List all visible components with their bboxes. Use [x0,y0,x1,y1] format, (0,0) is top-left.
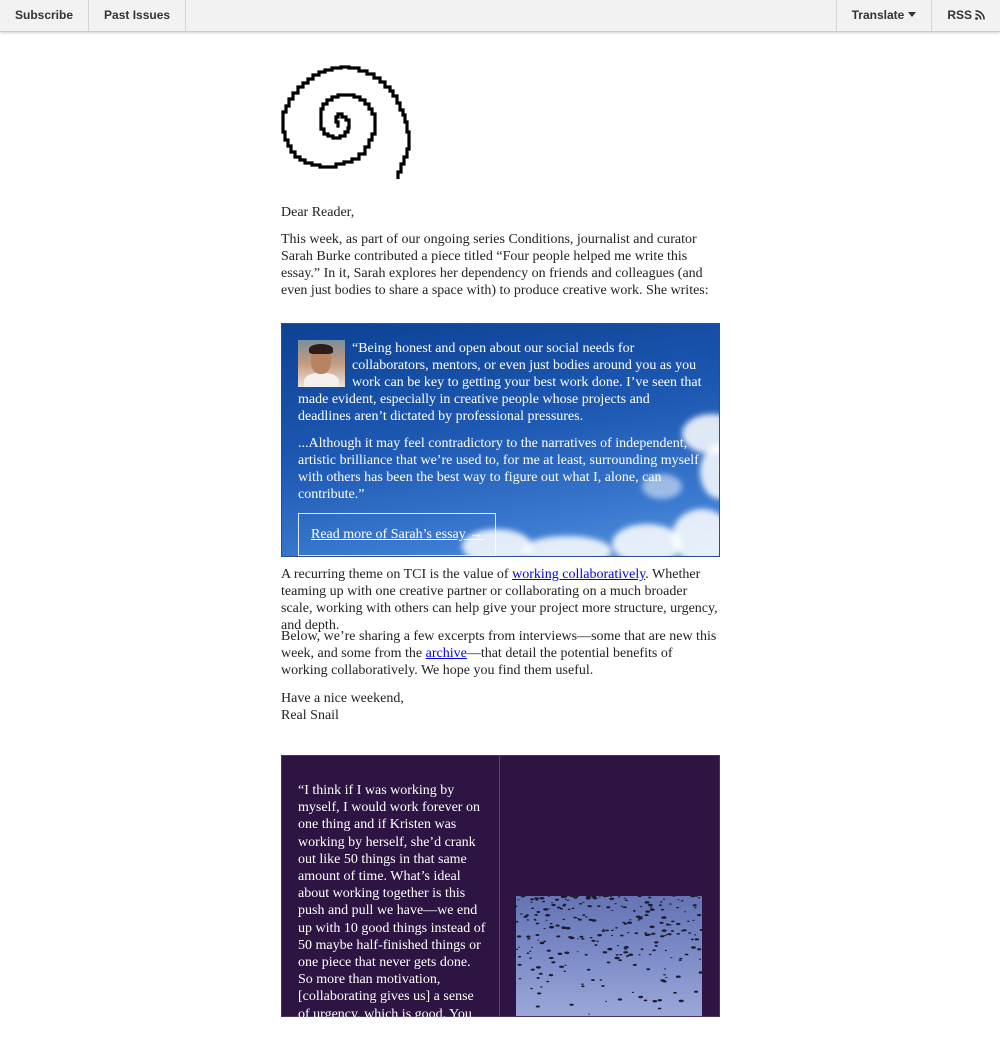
bird [673,896,676,897]
bird [646,968,650,970]
bird [616,954,619,956]
bird [536,923,540,925]
bird [530,902,532,903]
bird [537,992,541,994]
bird [694,991,698,993]
bird [536,977,540,979]
bird [638,919,640,920]
bird [517,899,519,900]
bird [516,906,518,907]
bird [551,904,555,906]
bird [611,930,614,931]
bird [527,938,530,940]
bird [699,959,701,960]
bird [698,897,701,898]
nav-left [0,0,186,31]
avatar-shirt [304,373,339,387]
bird [623,906,627,908]
bird [585,954,588,956]
bird [581,938,584,940]
bird [587,969,591,971]
bird [632,992,634,993]
bird [661,916,666,919]
bird [588,1014,590,1015]
bird [652,949,656,951]
bird [577,938,579,939]
bird [665,977,667,978]
quote-paragraph-2: ...Although it may feel contradictory to the narratives of independent, artistic brilliance that we’re used to, for me at least, surrounding myself with others has been the best way to figure out what I, alone, can contribute.” [298,436,699,502]
bird [582,914,585,916]
bird [693,904,697,906]
bird [536,911,540,913]
bird [692,920,694,921]
bird [682,929,686,931]
bird [540,986,543,987]
bird [663,899,665,900]
bird [638,954,640,955]
signoff [281,690,719,724]
bird [624,898,626,899]
past-issues-link[interactable]: Past Issues [89,0,186,31]
bird [661,909,664,911]
bird [649,934,652,935]
bird [565,899,567,900]
bird [650,926,655,929]
bird [563,904,566,906]
bird [593,897,598,899]
bird [652,1000,657,1002]
bird [660,901,663,902]
bird [644,932,647,933]
bird [603,951,608,953]
bird [638,917,643,919]
bird [669,903,672,904]
bird [628,953,633,956]
bird [619,954,622,955]
bird [529,951,531,952]
bird [558,953,563,955]
signoff-line-2: Real Snail [281,708,339,723]
bird [530,898,534,900]
subscribe-link[interactable]: Subscribe [0,0,89,31]
bird [579,903,582,905]
bird [685,954,688,956]
bird [577,918,579,919]
bird [691,946,696,949]
bird [534,897,539,899]
bird [531,908,534,910]
bird [624,923,628,925]
bird [687,921,690,922]
bird [540,942,545,944]
bird [611,910,613,911]
spiral-snail-logo [281,54,418,179]
bird [530,988,533,989]
bird [673,992,677,994]
bird [676,907,679,908]
bird [549,974,553,976]
bird [543,908,548,911]
bird [633,964,637,966]
bird [531,947,533,948]
bird [650,906,653,907]
bird [664,968,666,969]
bird [659,904,662,906]
bird [621,906,624,907]
excerpt-quote: “I think if I was working by myself, I would work forever on one thing and if Kristen was working by herself, she’d crank out like 50 things in that same amount of time. What’s ideal about working together is this push and pull we have—we end up with 10 good things instead of 50 maybe half-finished things or one piece that never gets done. So more than motivation, [collaborating gives us] a sense of urgency, which is good. You need to have that to [298,783,486,1039]
bird [677,933,680,935]
signoff-line-1: Have a nice weekend, [281,691,404,706]
bird [535,934,539,936]
bird [648,904,653,907]
bird [563,971,566,972]
bird [679,958,682,960]
translate-dropdown[interactable] [836,0,932,31]
bird [549,926,554,929]
bird [678,899,680,900]
bird [549,957,554,959]
rss-icon [975,10,985,20]
bird [551,902,553,903]
bird [578,919,582,921]
excerpts-paragraph [281,628,719,679]
bird [596,941,599,942]
bird [648,897,651,899]
bird [611,935,613,936]
bird [547,950,551,952]
bird [650,908,655,910]
caret-down-icon [908,12,916,17]
bird [550,923,553,924]
bird [691,939,694,941]
bird [562,919,565,920]
bird [516,949,518,950]
bird [567,900,570,901]
bird [600,979,603,980]
para3-text-before: Below, we’re sharing a few excerpts from interviews—some that are new this week, and some from the [281,629,717,661]
bird [640,906,643,907]
bird [548,896,550,897]
bird [518,964,522,966]
bird [543,941,546,942]
bird [618,896,621,897]
author-avatar [298,340,345,387]
quote-content [298,340,702,556]
rss-link[interactable] [931,0,1000,31]
bird [623,947,625,948]
bird [679,959,682,961]
bird [670,957,672,958]
bird [671,921,675,923]
bird [565,927,570,930]
bird [592,919,597,921]
bird [545,914,550,917]
bird [666,934,668,935]
bird [539,973,543,975]
bird [585,916,587,917]
para3-text-after: —that detail the potential benefits of working collaboratively. We hope you find them useful. [281,646,673,678]
bird [605,1001,607,1002]
bird [573,917,577,919]
bird [697,948,701,950]
bird [629,919,631,920]
bird [520,913,523,914]
greeting: Dear Reader, [281,205,355,220]
bird [660,979,665,982]
para2-text-after: . Whether teaming up with one creative partner or collaborating on a much broader scale, working with others can help give your project more structure, urgency, and depth. [281,567,718,633]
quote-paragraph-1: “Being honest and open about our social needs for collaborators, mentors, or even just bodies around you as you work can be key to getting your best work done. I’ve seen that made evident, especially in creative people whose projects and deadlines aren’t dictated by professional pressures. [298,341,702,424]
working-collaboratively-link[interactable]: working collaboratively [512,567,646,582]
bird [627,932,629,933]
bird [695,896,698,897]
bird [518,956,521,958]
bird [577,951,579,952]
bird [618,959,622,961]
nav-right [836,0,1000,31]
intro-paragraph: This week, as part of our ongoing series Conditions, journalist and curator Sarah Burke contributed a piece titled “Four people helped me write this essay.” In it, Sarah explores her dependency on friends and colleagues (and even just bodies to share a space with) to produce creative work. She writes: [281,232,709,298]
bird [534,919,537,920]
bird [531,969,535,971]
bird [548,908,550,909]
bird [594,944,597,946]
bird [597,934,602,936]
bird [609,898,614,901]
bird [556,935,560,937]
bird [623,951,628,953]
bird [564,951,569,954]
bird [615,927,618,928]
bird [534,914,538,916]
bird [568,909,571,910]
translate-label: Translate [851,8,905,22]
interview-excerpt-block [281,755,720,1039]
bird [607,948,612,951]
bird [651,933,655,935]
bird [582,902,584,903]
top-bar [0,0,1000,32]
bird [626,947,629,949]
bird [627,921,632,924]
bird [551,961,555,963]
archive-link[interactable]: archive [425,646,467,661]
bird [659,922,663,924]
bird [607,961,611,963]
bird [536,966,541,968]
bird [665,950,667,951]
bird [564,965,566,966]
bird [662,929,667,932]
bird [526,936,530,938]
bird [620,935,624,937]
bird [668,933,672,935]
bird [688,932,691,934]
bird [521,896,526,897]
bird [542,901,545,903]
bird [610,896,612,897]
bird-flock [516,896,702,1016]
bird [644,914,648,916]
bird [633,910,636,911]
bird [645,934,650,937]
bird [568,936,572,938]
bird [615,957,620,960]
bird [560,908,563,910]
bird [581,984,584,985]
bird [591,940,595,942]
bird [599,896,601,897]
bird [635,932,639,934]
birds-photo [516,896,702,1016]
para2-text-before: A recurring theme on TCI is the value of [281,567,513,582]
bird [649,954,652,955]
bird [602,929,604,930]
bird [658,1008,662,1010]
bird [556,925,560,927]
bird [516,921,518,923]
bird [663,974,666,975]
bird [605,929,609,931]
bird [638,996,643,998]
bird [546,981,549,983]
bird [617,945,619,946]
bird [591,979,595,981]
bird [527,919,529,920]
bird [601,985,605,987]
bird [539,897,544,899]
bird [545,920,547,921]
bird [614,903,616,904]
bird [569,1004,573,1006]
bird [572,908,575,909]
bird [690,896,695,897]
bird [669,924,672,925]
collaboration-paragraph [281,566,719,634]
bird [536,1005,540,1007]
avatar-hair [309,344,333,354]
bird [699,971,702,974]
bird [640,948,643,950]
bird [645,910,650,912]
bird [529,957,532,958]
bird [676,975,681,977]
bird [544,928,546,929]
bird [638,896,642,897]
read-more-button[interactable]: Read more of Sarah’s essay → [298,513,496,556]
bird [681,900,684,901]
bird [695,938,699,940]
bird [579,936,583,938]
bird [671,930,674,932]
bird [700,929,702,931]
bird [560,966,564,968]
bird [519,978,522,979]
bird [606,906,610,908]
bird [555,899,559,901]
column-divider [499,756,500,1016]
bird [586,897,591,900]
bird [625,899,628,901]
bird [581,986,584,988]
bird [655,945,658,947]
bird [517,935,522,937]
bird [525,914,529,916]
bird [660,935,664,937]
bird [590,937,593,938]
bird [597,905,601,907]
bird [602,930,606,932]
bird [684,911,686,912]
bird [518,947,520,948]
bird [644,901,649,904]
bird [694,934,696,935]
bird [587,905,591,907]
bird [537,940,539,941]
bird [527,953,530,954]
bird [697,914,701,916]
bird [654,941,658,943]
bird [694,907,696,908]
essay-quote-box [281,323,720,557]
bird [641,916,643,917]
bird [676,923,680,925]
rss-label: RSS [947,8,972,22]
bird [561,896,566,898]
